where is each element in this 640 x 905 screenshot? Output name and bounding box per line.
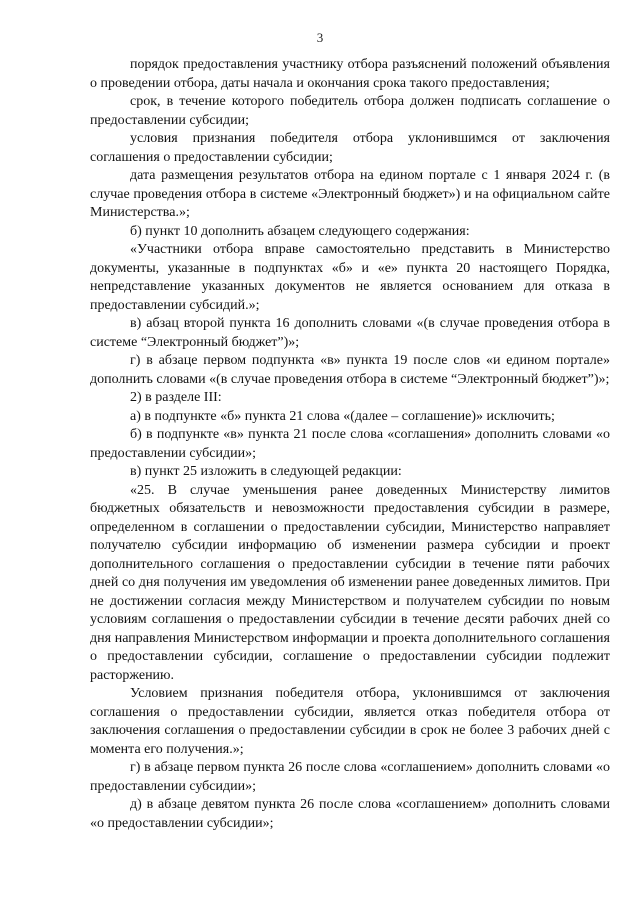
paragraph: г) в абзаце первом пункта 26 после слова «соглашением» дополнить словами «о предоставлении субсидии»; bbox=[90, 760, 610, 794]
paragraph: г) в абзаце первом подпункта «в» пункта 19 после слов «и едином портале» дополнить словами «(в случае проведения отбора в системе “Электронный бюджет”)»; bbox=[90, 353, 610, 387]
paragraph: б) в подпункте «в» пункта 21 после слова «соглашения» дополнить словами «о предоставлении субсидии»; bbox=[90, 427, 610, 461]
paragraph: «25. В случае уменьшения ранее доведенных Министерству лимитов бюджетных обязательств и невозможности предоставления субсидии в размере, определенном в соглашении о предоставлении субсидии, Министерство направляет получателю субсидии информацию об изменении размера субсидии и проект дополнительного соглашения о предоставлении субсидии в течение пяти рабочих дней со дня получения им уведомления об изменении ранее доведенных лимитов. При не достижении согласия между Министерством и получателем субсидии по новым условиям соглашения о предоставлении субсидии в течение десяти рабочих дней со дня направления Министерством информации и проекта дополнительного соглашения о предоставлении субсидии, соглашение о предоставлении субсидии подлежит расторжению. bbox=[90, 482, 610, 683]
paragraph: а) в подпункте «б» пункта 21 слова «(далее – соглашение)» исключить; bbox=[130, 408, 555, 424]
page-number: 3 bbox=[316, 30, 324, 45]
paragraph: «Участники отбора вправе самостоятельно представить в Министерство документы, указанные в подпунктах «б» и «е» пункта 20 настоящего Порядка, непредставление указанных документов не является основанием для отказа в предоставлении субсидий.»; bbox=[90, 242, 610, 313]
paragraph: в) пункт 25 изложить в следующей редакции: bbox=[130, 464, 402, 479]
paragraph: д) в абзаце девятом пункта 26 после слова «соглашением» дополнить словами «о предоставлении субсидии»; bbox=[90, 797, 610, 831]
paragraph: б) пункт 10 дополнить абзацем следующего содержания: bbox=[130, 223, 470, 239]
paragraph: срок, в течение которого победитель отбора должен подписать соглашение о предоставлении субсидии; bbox=[90, 94, 610, 128]
document-body bbox=[90, 56, 610, 833]
paragraph: дата размещения результатов отбора на едином портале с 1 января 2024 г. (в случае проведения отбора в системе «Электронный бюджет») и на официальном сайте Министерства.»; bbox=[90, 168, 610, 220]
paragraph: условия признания победителя отбора уклонившимся от заключения соглашения о предоставлении субсидии; bbox=[90, 131, 610, 165]
paragraph: порядок предоставления участнику отбора разъяснений положений объявления о проведении отбора, даты начала и окончания срока такого предоставления; bbox=[90, 57, 610, 91]
paragraph: в) абзац второй пункта 16 дополнить словами «(в случае проведения отбора в системе “Электронный бюджет”)»; bbox=[90, 316, 610, 350]
paragraph: Условием признания победителя отбора, уклонившимся от заключения соглашения о предоставлении субсидии, является отказ победителя отбора от заключения соглашения о предоставлении субсидии в срок не более 3 рабочих дней с момента его получения.»; bbox=[90, 686, 610, 757]
paragraph: 2) в разделе III: bbox=[130, 390, 222, 405]
